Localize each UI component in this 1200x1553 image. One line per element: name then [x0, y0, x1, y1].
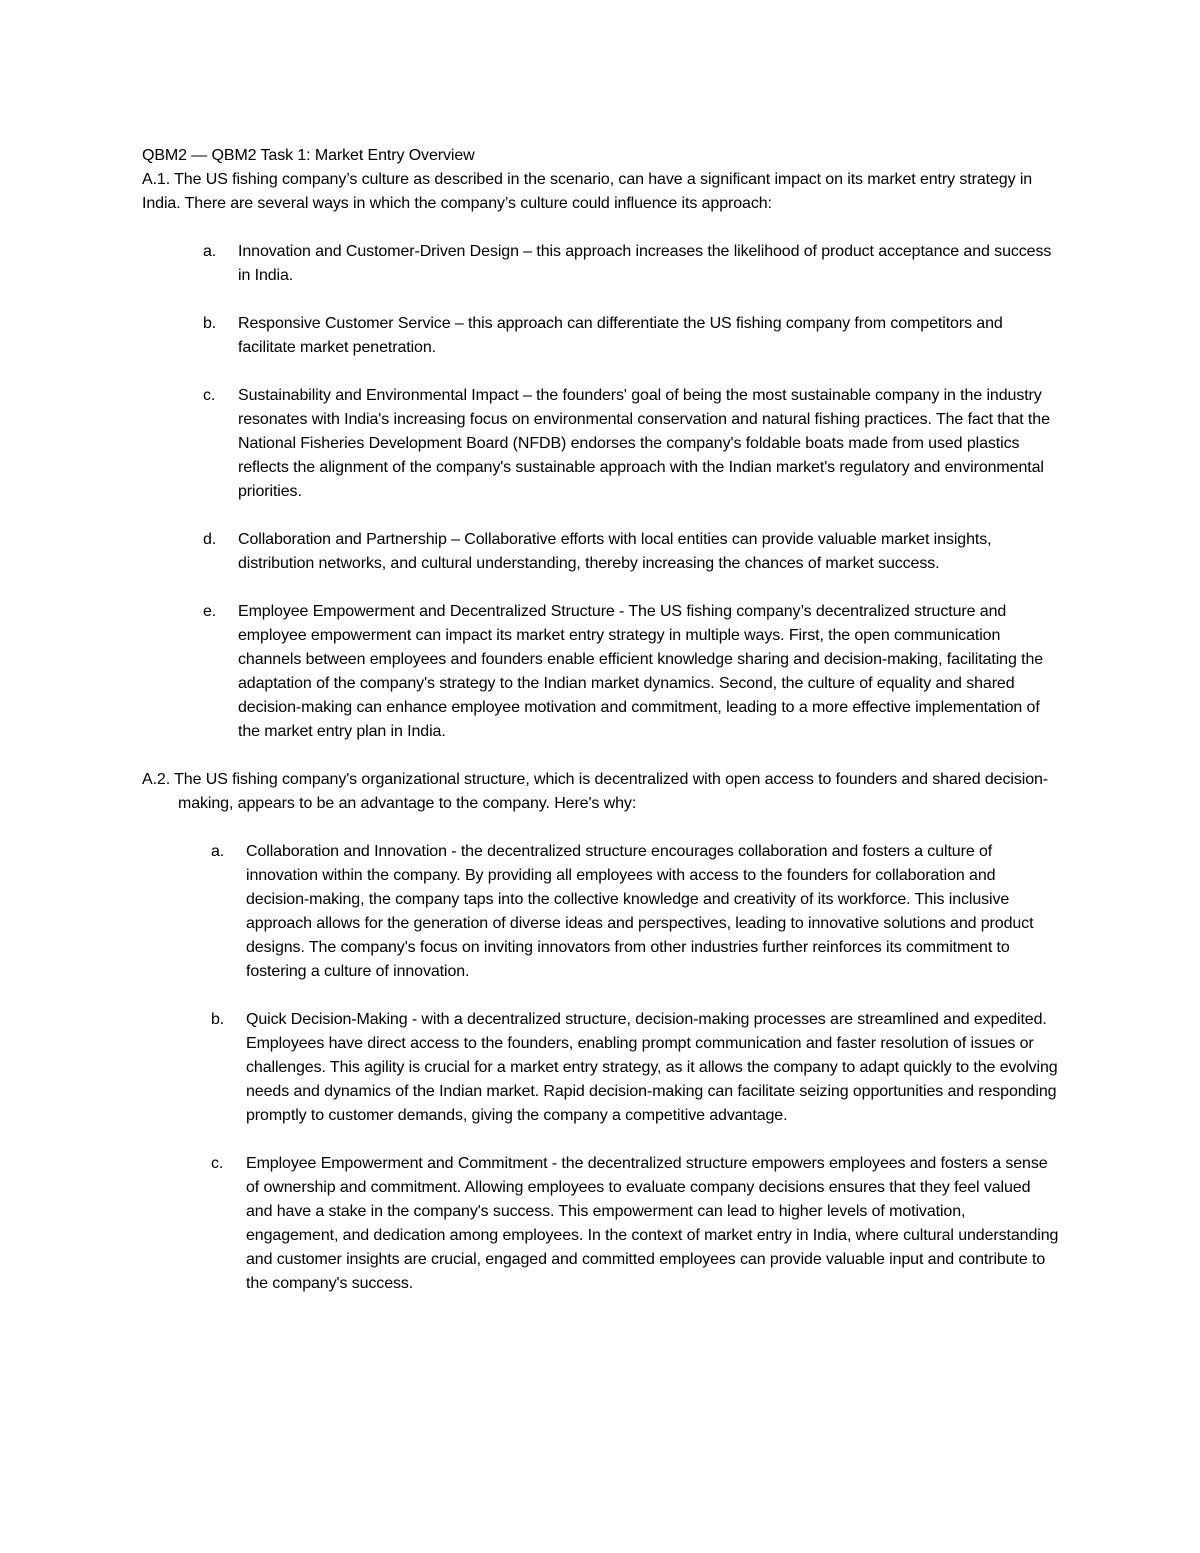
section-a2-list [142, 840, 1060, 1296]
list-marker: b. [203, 315, 217, 332]
section-a1-list-item [142, 384, 1060, 504]
list-marker: d. [203, 531, 217, 548]
section-a1-list-item [142, 240, 1060, 288]
section-a2-list-item [142, 1008, 1060, 1128]
list-item-text: Responsive Customer Service – this approach can differentiate the US fishing company from competitors and facilitate market penetration. [238, 315, 1003, 356]
section-a1-list [142, 240, 1060, 744]
document-body [142, 144, 1060, 1296]
list-item-text: Innovation and Customer-Driven Design – this approach increases the likelihood of product acceptance and success in India. [238, 243, 1052, 284]
section-a1-list-item [142, 600, 1060, 744]
list-marker: c. [211, 1155, 224, 1172]
list-marker: a. [211, 843, 225, 860]
list-marker: a. [203, 243, 217, 260]
section-a2-list-item [142, 840, 1060, 984]
section-a1-intro: A.1. The US fishing company’s culture as described in the scenario, can have a significant impact on its market entry strategy in India. There are several ways in which the company’s culture could influence its approach: [142, 171, 1033, 212]
list-marker: c. [203, 387, 216, 404]
section-a2-intro: A.2. The US fishing company's organizational structure, which is decentralized with open access to founders and shared decision-making, appears to be an advantage to the company. Here's why: [142, 771, 1049, 812]
list-item-text: Sustainability and Environmental Impact – the founders' goal of being the most sustainable company in the industry resonates with India's increasing focus on environmental conservation and natural fishing practices. The fact that the National Fisheries Development Board (NFDB) endorses the company's foldable boats made from used plastics reflects the alignment of the company's sustainable approach with the Indian market's regulatory and environmental priorities. [238, 387, 1050, 500]
list-marker: e. [203, 603, 217, 620]
document-title: QBM2 — QBM2 Task 1: Market Entry Overview [142, 147, 475, 164]
list-item-text: Collaboration and Partnership – Collaborative efforts with local entities can provide valuable market insights, distribution networks, and cultural understanding, thereby increasing the chances of market success. [238, 531, 992, 572]
list-item-text: Collaboration and Innovation - the decentralized structure encourages collaboration and fosters a culture of innovation within the company. By providing all employees with access to the founders for collaboration and decision-making, the company taps into the collective knowledge and creativity of its workforce. This inclusive approach allows for the generation of diverse ideas and perspectives, leading to innovative solutions and product designs. The company's focus on inviting innovators from other industries further reinforces its commitment to fostering a culture of innovation. [246, 843, 1034, 980]
section-a1-list-item [142, 528, 1060, 576]
list-item-text: Quick Decision-Making - with a decentralized structure, decision-making processes are streamlined and expedited. Employees have direct access to the founders, enabling prompt communication and faster resolution of issues or challenges. This agility is crucial for a market entry strategy, as it allows the company to adapt quickly to the evolving needs and dynamics of the Indian market. Rapid decision-making can facilitate seizing opportunities and responding promptly to customer demands, giving the company a competitive advantage. [246, 1011, 1058, 1124]
list-marker: b. [211, 1011, 225, 1028]
section-a1-list-item [142, 312, 1060, 360]
list-item-text: Employee Empowerment and Commitment - the decentralized structure empowers employees and fosters a sense of ownership and commitment. Allowing employees to evaluate company decisions ensures that they feel valued and have a stake in the company's success. This empowerment can lead to higher levels of motivation, engagement, and dedication among employees. In the context of market entry in India, where cultural understanding and customer insights are crucial, engaged and committed employees can provide valuable input and contribute to the company's success. [246, 1155, 1059, 1292]
section-a2-list-item [142, 1152, 1060, 1296]
list-item-text: Employee Empowerment and Decentralized Structure - The US fishing company’s decentralized structure and employee empowerment can impact its market entry strategy in multiple ways. First, the open communication channels between employees and founders enable efficient knowledge sharing and decision-making, facilitating the adaptation of the company's strategy to the Indian market dynamics. Second, the culture of equality and shared decision-making can enhance employee motivation and commitment, leading to a more effective implementation of the market entry plan in India. [238, 603, 1044, 740]
